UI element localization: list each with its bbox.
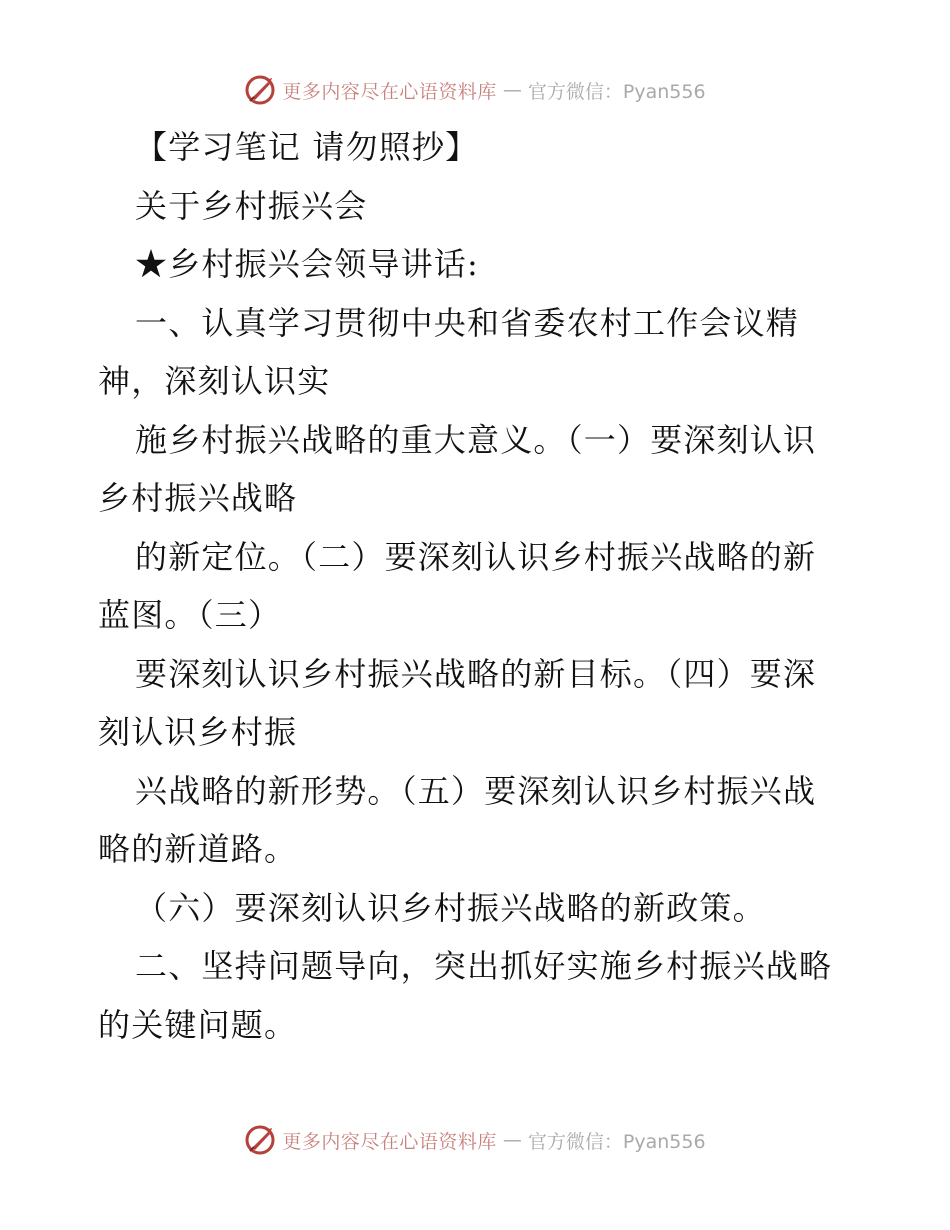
paragraph-line: 的新定位。（二）要深刻认识乡村振兴战略的新 [135,537,817,576]
paragraph-line: 要深刻认识乡村振兴战略的新目标。（四）要深 [135,654,817,693]
section-heading: ★乡村振兴会领导讲话: [135,245,479,283]
brand-text: 更多内容尽在心语资料库 [282,1130,497,1153]
paragraph-line: 蓝图。（三） [98,596,282,634]
paragraph-line: 二、坚持问题导向，突出抓好实施乡村振兴战略 [135,947,833,985]
footer-watermark [0,1120,950,1160]
brand-text: 更多内容尽在心语资料库 [282,80,497,103]
paragraph-line: 的关键问题。 [98,1005,298,1044]
document-body [98,118,858,1054]
paragraph-line: （六）要深刻认识乡村振兴战略的新政策。 [135,888,766,927]
paragraph-line: 神，深刻认识实 [98,362,331,400]
banner-separator: — [502,79,522,101]
paragraph-line: 兴战略的新形势。（五）要深刻认识乡村振兴战 [135,771,817,810]
paragraph-line: 一、认真学习贯彻中央和省委农村工作会议精 [135,303,800,342]
wechat-text: 官方微信：Pyan556 [527,80,706,103]
paragraph-line: 施乡村振兴战略的重大意义。（一）要深刻认识 [135,420,817,459]
notice-line: 【学习笔记 请勿照抄】 [135,128,479,166]
banner-separator: — [502,1129,522,1151]
document-title: 关于乡村振兴会 [135,186,368,225]
paragraph-line: 略的新道路。 [98,830,298,868]
paragraph-line: 乡村振兴战略 [98,479,298,517]
quill-logo-icon [244,74,276,106]
paragraph-line: 刻认识乡村振 [98,713,298,751]
quill-logo-icon [244,1124,276,1156]
wechat-text: 官方微信：Pyan556 [527,1130,706,1153]
header-watermark [0,70,950,110]
